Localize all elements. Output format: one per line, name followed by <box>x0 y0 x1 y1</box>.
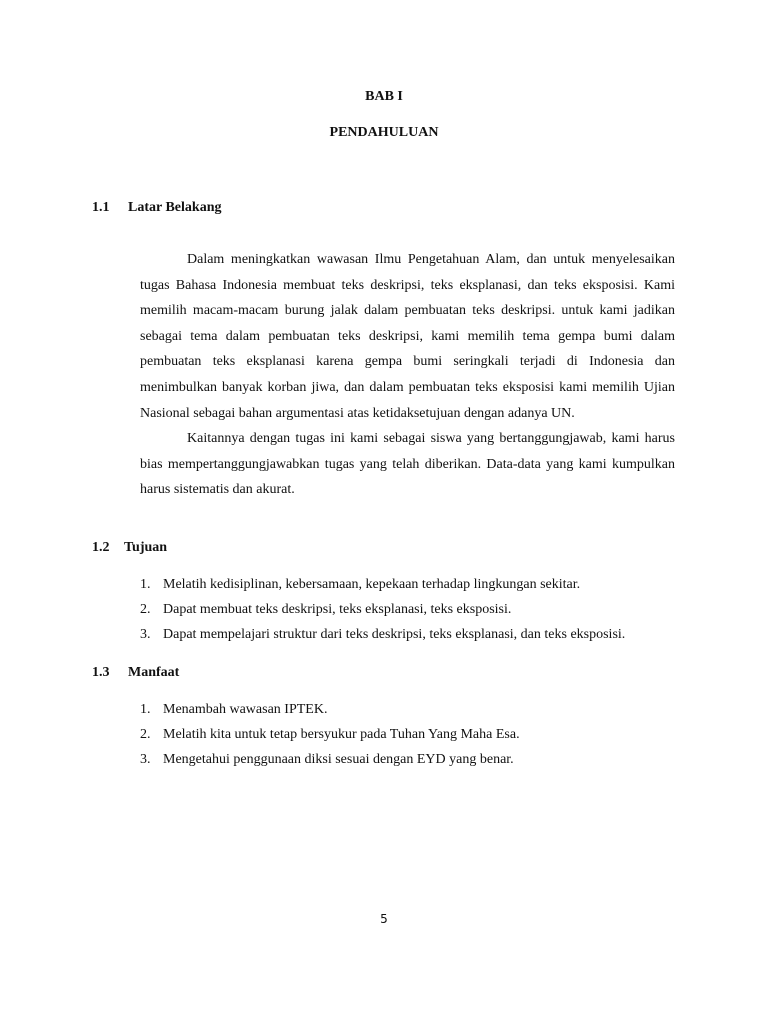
list-number: 3. <box>140 752 151 767</box>
list-text: Mengetahui penggunaan diksi sesuai dengan EYD yang benar. <box>163 752 514 767</box>
list-item <box>140 601 700 626</box>
chapter-title: PENDAHULUAN <box>329 125 439 140</box>
list-text: Melatih kita untuk tetap bersyukur pada Tuhan Yang Maha Esa. <box>163 727 520 742</box>
list-text: Dapat mempelajari struktur dari teks deskripsi, teks eksplanasi, dan teks eksposisi. <box>163 627 626 642</box>
tujuan-list <box>140 576 700 651</box>
section-heading-manfaat <box>92 665 179 681</box>
section-title: Manfaat <box>128 665 180 680</box>
section-title: Latar Belakang <box>128 200 222 215</box>
list-item <box>140 626 700 651</box>
section-title: Tujuan <box>124 540 168 555</box>
list-text: Menambah wawasan IPTEK. <box>163 702 328 717</box>
paragraph: Kaitannya dengan tugas ini kami sebagai siswa yang bertanggungjawab, kami harus bias mempertanggungjawabkan tugas yang telah diberikan. Data-data yang kami kumpulkan harus sistematis dan akurat. <box>140 431 675 498</box>
list-number: 1. <box>140 702 151 717</box>
page-number: 5 <box>380 912 388 926</box>
section-number: 1.3 <box>92 665 110 680</box>
section-heading-latar-belakang <box>92 200 221 216</box>
list-text: Dapat membuat teks deskripsi, teks eksplanasi, teks eksposisi. <box>163 602 512 617</box>
section-heading-tujuan <box>92 540 167 556</box>
list-text: Melatih kedisiplinan, kebersamaan, kepekaan terhadap lingkungan sekitar. <box>163 577 581 592</box>
list-number: 2. <box>140 727 151 742</box>
chapter-label: BAB I <box>365 89 403 104</box>
list-item <box>140 576 700 601</box>
list-item <box>140 726 700 751</box>
list-number: 1. <box>140 577 151 592</box>
manfaat-list <box>140 701 700 776</box>
section-number: 1.2 <box>92 540 110 555</box>
section-number: 1.1 <box>92 200 110 215</box>
list-number: 3. <box>140 627 151 642</box>
latar-belakang-body <box>140 247 675 503</box>
paragraph: Dalam meningkatkan wawasan Ilmu Pengetahuan Alam, dan untuk menyelesaikan tugas Bahasa Indonesia membuat teks deskripsi, teks eksplanasi, dan teks eksposisi. Kami memilih macam-macam burung jalak dalam pembuatan teks deskripsi. untuk kami jadikan sebagai tema dalam pembuatan teks deskripsi, kami memilih tema gempa bumi dalam pembuatan teks eksplanasi karena gempa bumi seringkali terjadi di Indonesia dan menimbulkan banyak korban jiwa, dan dalam pembuatan teks eksposisi kami memilih Ujian Nasional sebagai bahan argumentasi atas ketidaksetujuan dengan adanya UN. <box>140 252 675 421</box>
list-number: 2. <box>140 602 151 617</box>
list-item <box>140 701 700 726</box>
list-item <box>140 751 700 776</box>
